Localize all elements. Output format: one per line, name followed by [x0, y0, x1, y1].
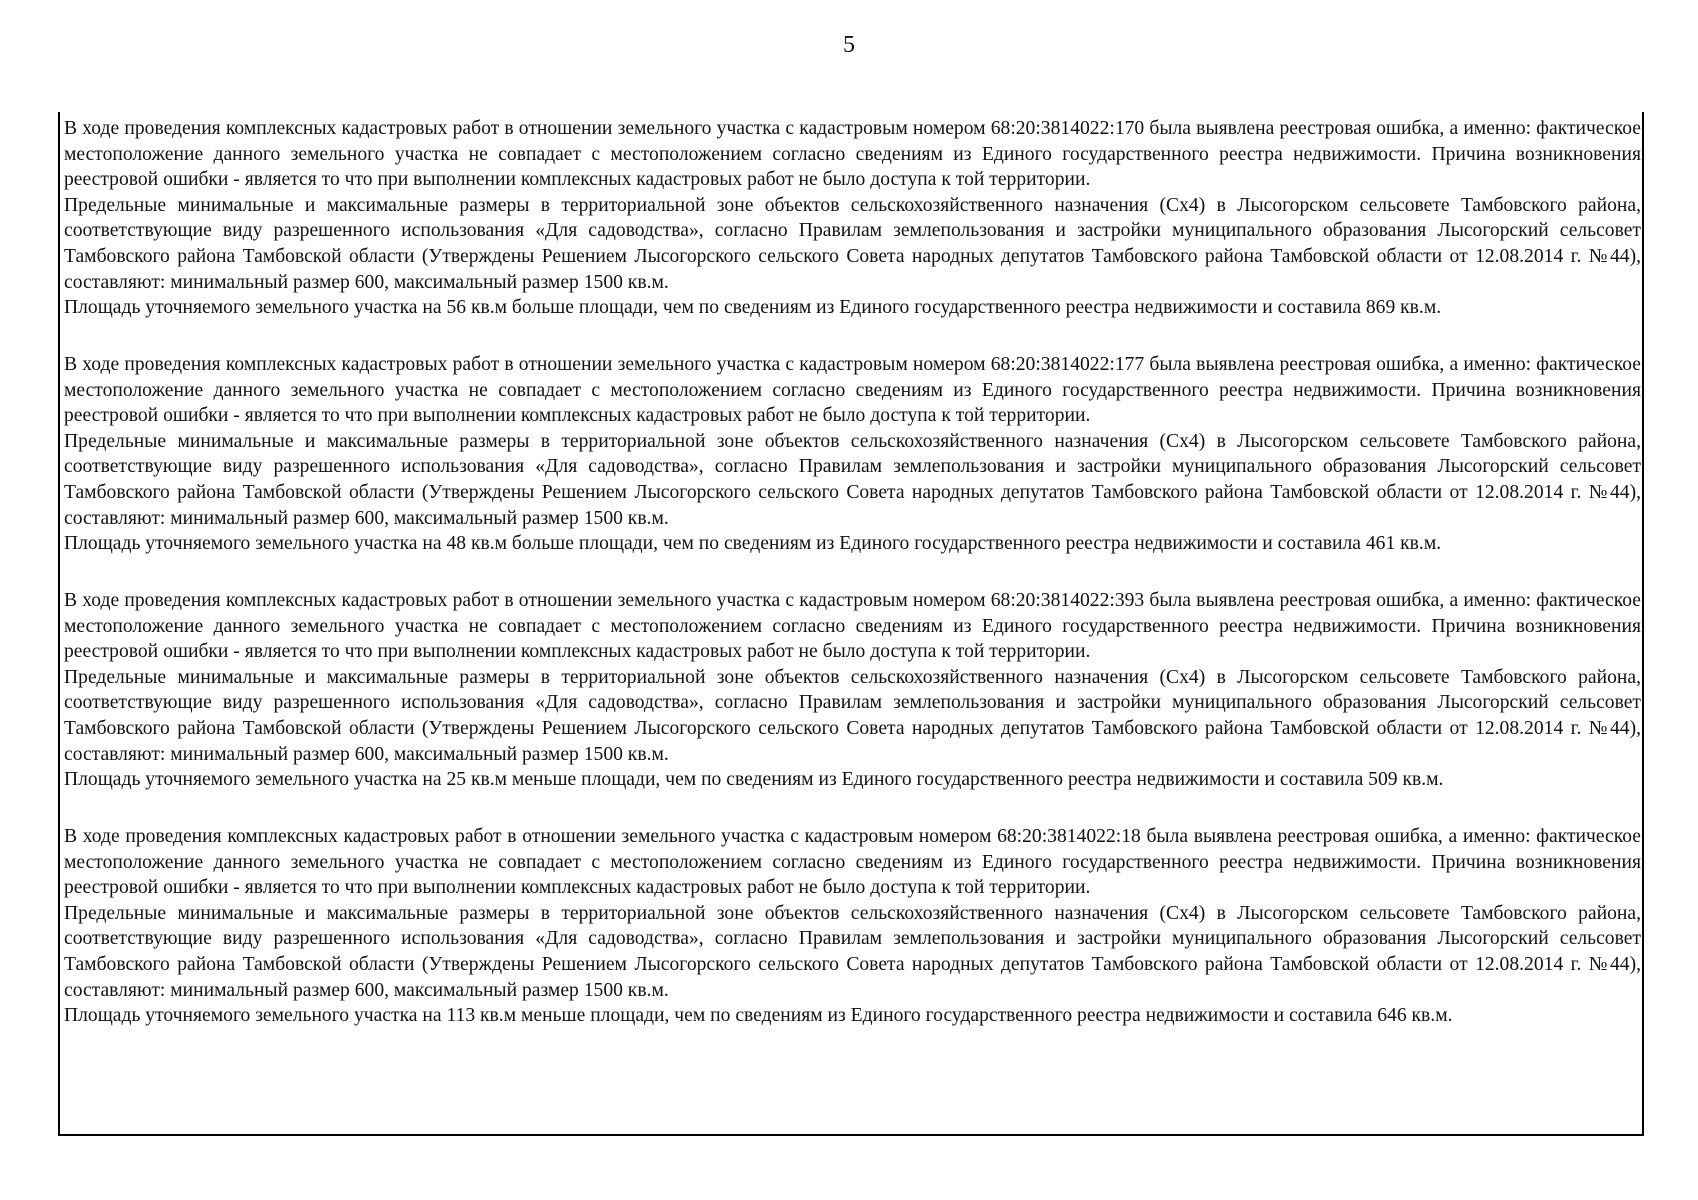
- area-paragraph: Площадь уточняемого земельного участка на 25 кв.м меньше площади, чем по сведениям из Единого государственного реестра недвижимости и составила 509 кв.м.: [64, 769, 1444, 791]
- size-limits-paragraph: Предельные минимальные и максимальные размеры в территориальной зоне объектов сельскохозяйственного назначения (Сх4) в Лысогорском сельсовете Тамбовского района, соответствующие виду разрешенного использования «Для садоводства», согласно Правилам землепользования и застройки муниципального образования Лысогорский сельсовет Тамбовского района Тамбовской области (Утверждены Решением Лысогорского сельского Совета народных депутатов Тамбовского района Тамбовской области от 12.08.2014 г. №44), составляют: минимальный размер 600, максимальный размер 1500 кв.м.: [64, 430, 1641, 529]
- registry-error-paragraph: В ходе проведения комплексных кадастровых работ в отношении земельного участка с кадастровым номером 68:20:3814022:18 была выявлена реестровая ошибка, а именно: фактическое местоположение данного земельного участка не совпадает с местоположением согласно сведениям из Единого государственного реестра недвижимости. Причина возникновения реестровой ошибки - является то что при выполнении комплексных кадастровых работ не было доступа к той территории.: [64, 826, 1641, 899]
- cadastral-block-18: [64, 824, 1641, 1029]
- cadastral-block-393: [64, 588, 1641, 793]
- cadastral-block-170: [64, 116, 1641, 321]
- area-paragraph: Площадь уточняемого земельного участка на 48 кв.м больше площади, чем по сведениям из Единого государственного реестра недвижимости и составила 461 кв.м.: [64, 533, 1442, 555]
- registry-error-paragraph: В ходе проведения комплексных кадастровых работ в отношении земельного участка с кадастровым номером 68:20:3814022:170 была выявлена реестровая ошибка, а именно: фактическое местоположение данного земельного участка не совпадает с местоположением согласно сведениям из Единого государственного реестра недвижимости. Причина возникновения реестровой ошибки - является то что при выполнении комплексных кадастровых работ не было доступа к той территории.: [64, 118, 1641, 191]
- registry-error-paragraph: В ходе проведения комплексных кадастровых работ в отношении земельного участка с кадастровым номером 68:20:3814022:393 была выявлена реестровая ошибка, а именно: фактическое местоположение данного земельного участка не совпадает с местоположением согласно сведениям из Единого государственного реестра недвижимости. Причина возникновения реестровой ошибки - является то что при выполнении комплексных кадастровых работ не было доступа к той территории.: [64, 590, 1641, 663]
- size-limits-paragraph: Предельные минимальные и максимальные размеры в территориальной зоне объектов сельскохозяйственного назначения (Сх4) в Лысогорском сельсовете Тамбовского района, соответствующие виду разрешенного использования «Для садоводства», согласно Правилам землепользования и застройки муниципального образования Лысогорский сельсовет Тамбовского района Тамбовской области (Утверждены Решением Лысогорского сельского Совета народных депутатов Тамбовского района Тамбовской области от 12.08.2014 г. №44), составляют: минимальный размер 600, максимальный размер 1500 кв.м.: [64, 194, 1641, 293]
- size-limits-paragraph: Предельные минимальные и максимальные размеры в территориальной зоне объектов сельскохозяйственного назначения (Сх4) в Лысогорском сельсовете Тамбовского района, соответствующие виду разрешенного использования «Для садоводства», согласно Правилам землепользования и застройки муниципального образования Лысогорский сельсовет Тамбовского района Тамбовской области (Утверждены Решением Лысогорского сельского Совета народных депутатов Тамбовского района Тамбовской области от 12.08.2014 г. №44), составляют: минимальный размер 600, максимальный размер 1500 кв.м.: [64, 666, 1641, 765]
- area-paragraph: Площадь уточняемого земельного участка на 56 кв.м больше площади, чем по сведениям из Единого государственного реестра недвижимости и составила 869 кв.м.: [64, 297, 1442, 319]
- size-limits-paragraph: Предельные минимальные и максимальные размеры в территориальной зоне объектов сельскохозяйственного назначения (Сх4) в Лысогорском сельсовете Тамбовского района, соответствующие виду разрешенного использования «Для садоводства», согласно Правилам землепользования и застройки муниципального образования Лысогорский сельсовет Тамбовского района Тамбовской области (Утверждены Решением Лысогорского сельского Совета народных депутатов Тамбовского района Тамбовской области от 12.08.2014 г. №44), составляют: минимальный размер 600, максимальный размер 1500 кв.м.: [64, 902, 1641, 1001]
- cadastral-block-177: [64, 352, 1641, 557]
- registry-error-paragraph: В ходе проведения комплексных кадастровых работ в отношении земельного участка с кадастровым номером 68:20:3814022:177 была выявлена реестровая ошибка, а именно: фактическое местоположение данного земельного участка не совпадает с местоположением согласно сведениям из Единого государственного реестра недвижимости. Причина возникновения реестровой ошибки - является то что при выполнении комплексных кадастровых работ не было доступа к той территории.: [64, 354, 1641, 427]
- page-number: 5: [843, 32, 855, 58]
- area-paragraph: Площадь уточняемого земельного участка на 113 кв.м меньше площади, чем по сведениям из Единого государственного реестра недвижимости и составила 646 кв.м.: [64, 1005, 1453, 1027]
